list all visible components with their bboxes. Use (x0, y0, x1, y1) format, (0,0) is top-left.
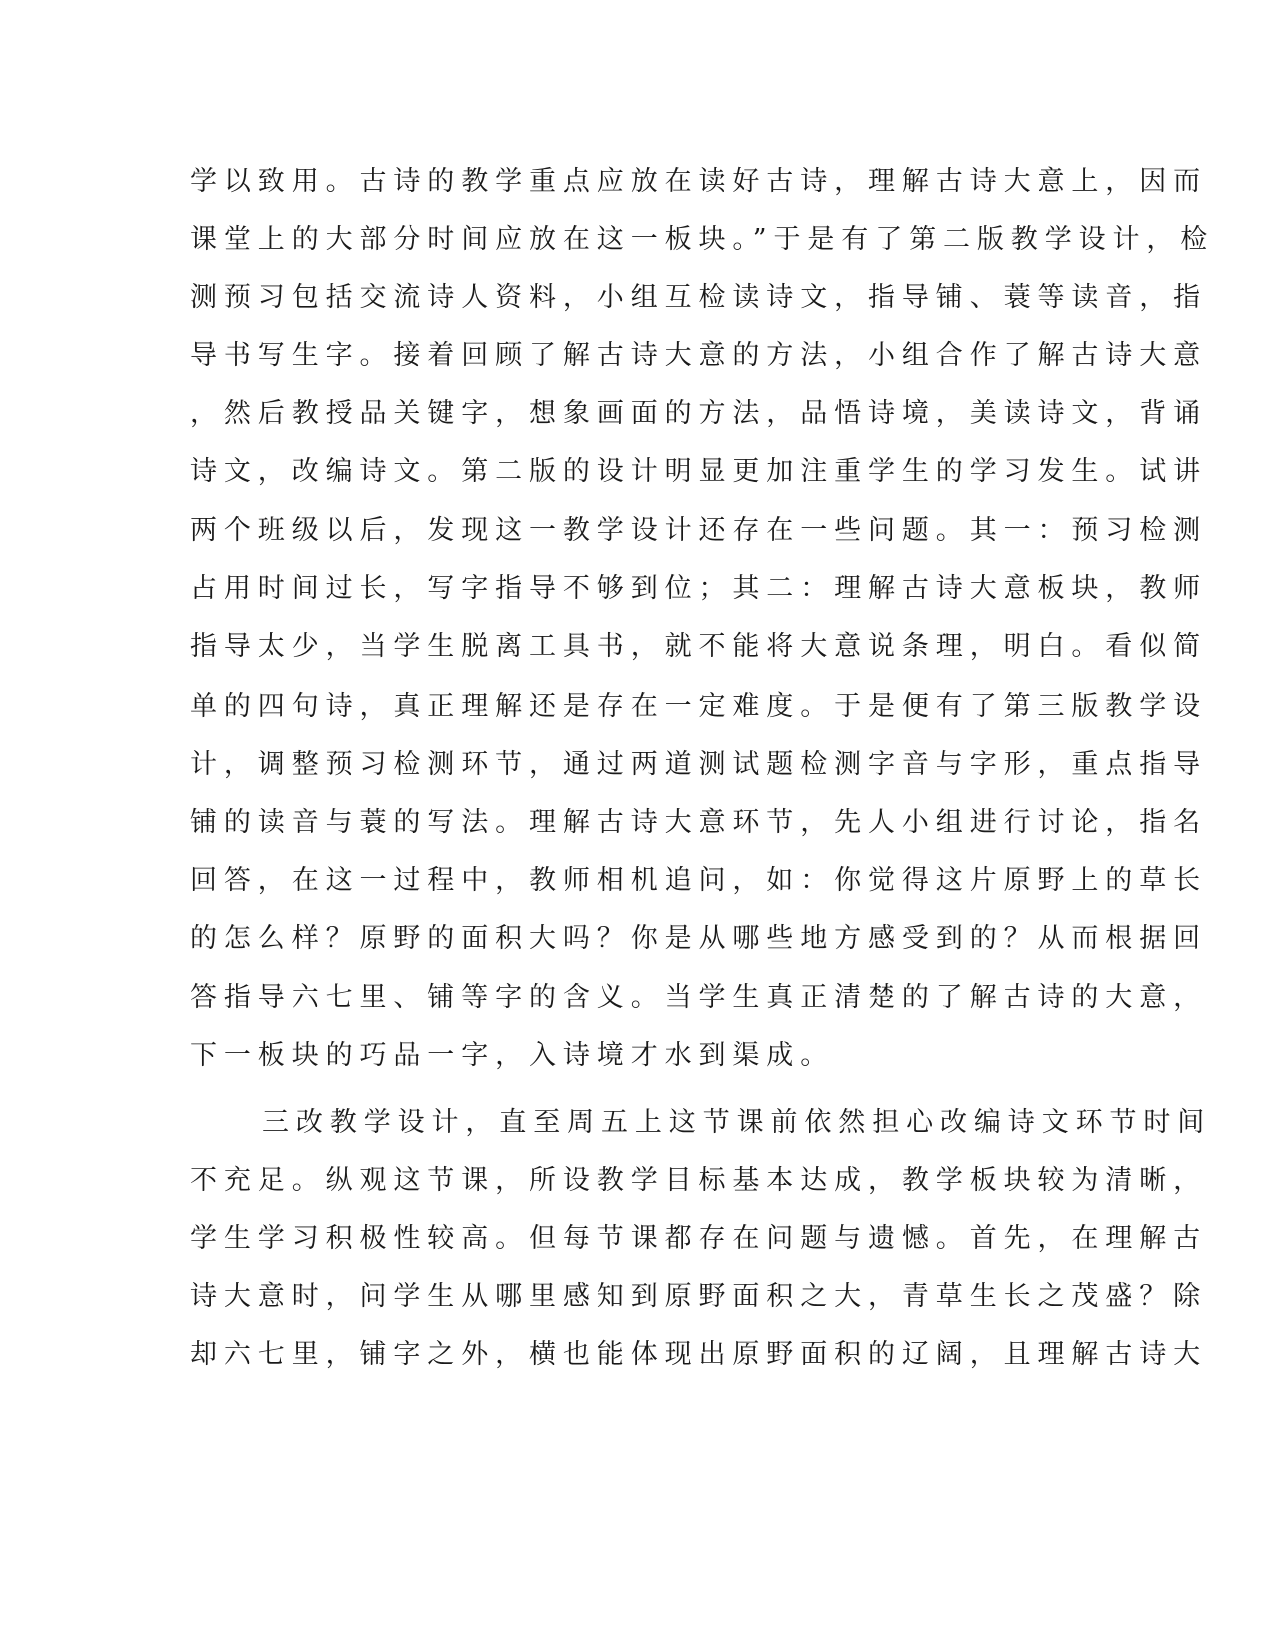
text-line: 诗文，改编诗文。第二版的设计明显更加注重学生的学习发生。试讲 (190, 456, 1207, 487)
text-line: 回答，在这一过程中，教师相机追问，如：你觉得这片原野上的草长 (190, 865, 1207, 896)
text-line: 单的四句诗，真正理解还是存在一定难度。于是便有了第三版教学设 (190, 691, 1207, 722)
text-line: 诗大意时，问学生从哪里感知到原野面积之大，青草生长之茂盛？除 (190, 1281, 1207, 1312)
paragraph-first-line: 三改教学设计，直至周五上这节课前依然担心改编诗文环节时间 (262, 1107, 1212, 1138)
text-line: 课堂上的大部分时间应放在这一板块。”于是有了第二版教学设计，检 (190, 224, 1215, 255)
text-line: 答指导六七里、铺等字的含义。当学生真正清楚的了解古诗的大意， (190, 982, 1207, 1013)
text-line: 两个班级以后，发现这一教学设计还存在一些问题。其一：预习检测 (190, 515, 1207, 546)
text-line: 铺的读音与蓑的写法。理解古诗大意环节，先人小组进行讨论，指名 (190, 807, 1207, 838)
text-line: 导书写生字。接着回顾了解古诗大意的方法，小组合作了解古诗大意 (190, 340, 1207, 371)
text-line: 学生学习积极性较高。但每节课都存在问题与遗憾。首先，在理解古 (190, 1223, 1207, 1254)
text-line: 指导太少，当学生脱离工具书，就不能将大意说条理，明白。看似简 (190, 631, 1207, 662)
text-line: 下一板块的巧品一字，入诗境才水到渠成。 (190, 1040, 835, 1071)
text-line: ，然后教授品关键字，想象画面的方法，品悟诗境，美读诗文，背诵 (190, 398, 1207, 429)
text-line: 学以致用。古诗的教学重点应放在读好古诗，理解古诗大意上，因而 (190, 166, 1207, 197)
text-line: 占用时间过长，写字指导不够到位；其二：理解古诗大意板块，教师 (190, 573, 1207, 604)
text-line: 计，调整预习检测环节，通过两道测试题检测字音与字形，重点指导 (190, 749, 1207, 780)
text-line: 的怎么样？原野的面积大吗？你是从哪些地方感受到的？从而根据回 (190, 923, 1207, 954)
text-line: 却六七里，铺字之外，横也能体现出原野面积的辽阔，且理解古诗大 (190, 1339, 1207, 1370)
text-line: 测预习包括交流诗人资料，小组互检读诗文，指导铺、蓑等读音，指 (190, 282, 1207, 313)
text-line: 不充足。纵观这节课，所设教学目标基本达成，教学板块较为清晰， (190, 1165, 1207, 1196)
